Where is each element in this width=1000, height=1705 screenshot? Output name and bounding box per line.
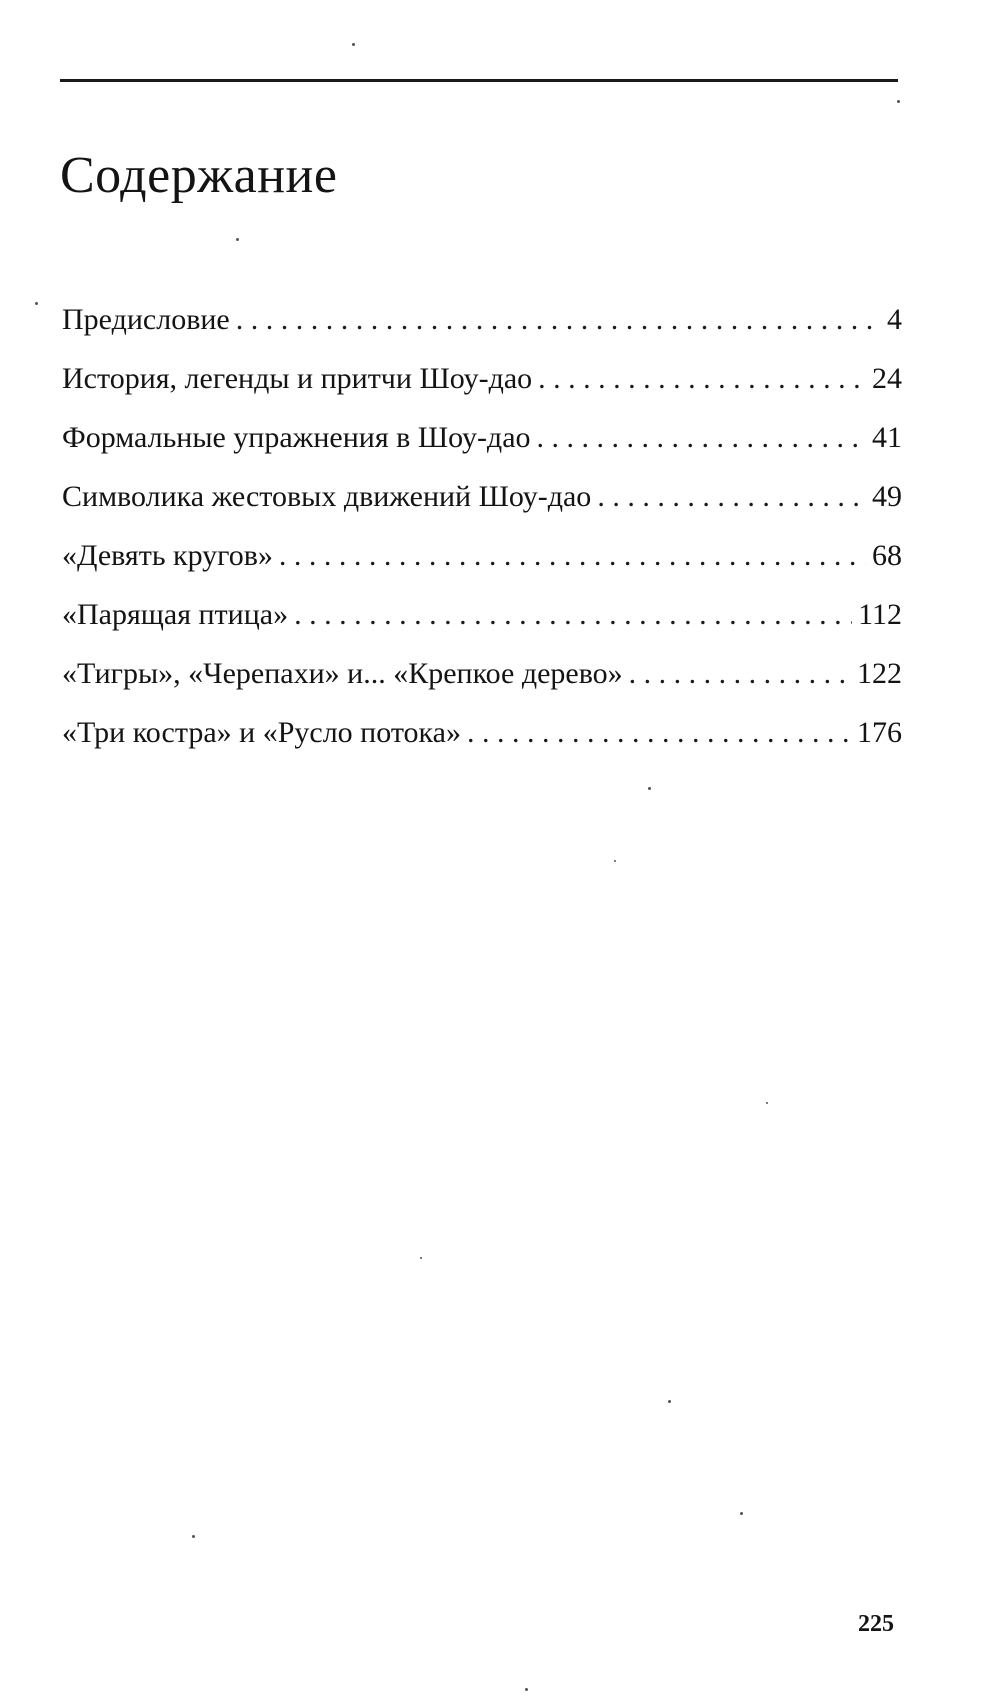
dot-leader [279,541,866,571]
toc-entry-page: 24 [872,362,902,395]
toc-entry-page: 41 [872,421,902,454]
toc-entry-title: История, легенды и притчи Шоу-дао [62,362,533,395]
toc-entry-title: «Девять кругов» [62,539,273,572]
scan-speck [897,100,900,103]
toc-entry-page: 4 [887,303,902,336]
toc-entry-title: Формальные упражнения в Шоу-дао [62,421,531,454]
scan-speck [35,302,38,305]
toc-entry-title: Предисловие [62,303,230,336]
toc-entry-page: 68 [872,539,902,572]
dot-leader [467,718,851,748]
dot-leader [537,423,866,453]
page-number: 225 [858,1611,894,1637]
scan-speck [352,43,355,46]
toc-entry-title: «Тигры», «Черепахи» и... «Крепкое дерево» [62,657,623,690]
table-of-contents [62,305,902,777]
dot-leader [538,364,866,394]
scan-speck [420,1257,422,1259]
toc-entry[interactable] [62,305,902,364]
toc-entry[interactable] [62,423,902,482]
scan-speck [525,1688,528,1691]
dot-leader [629,659,851,689]
dot-leader [294,600,852,630]
toc-entry-title: «Парящая птица» [62,598,289,631]
toc-entry-page: 112 [858,598,902,631]
dot-leader [597,482,866,512]
toc-entry-page: 49 [872,480,902,513]
scan-speck [236,238,239,241]
scan-speck [668,1400,671,1403]
page-title: Содержание [60,147,338,204]
toc-entry[interactable] [62,718,902,777]
toc-entry[interactable] [62,541,902,600]
toc-entry-title: «Три костра» и «Русло потока» [62,716,461,749]
scan-speck [766,1102,768,1104]
top-rule [60,79,898,82]
scan-speck [614,860,616,862]
dot-leader [236,305,881,335]
toc-entry[interactable] [62,659,902,718]
toc-entry[interactable] [62,600,902,659]
toc-entry[interactable] [62,364,902,423]
toc-entry-page: 176 [857,716,902,749]
toc-entry[interactable] [62,482,902,541]
scan-speck [740,1512,743,1515]
scan-speck [192,1535,195,1538]
toc-entry-title: Символика жестовых движений Шоу-дао [62,480,592,513]
toc-entry-page: 122 [857,657,902,690]
scan-speck [648,787,651,790]
